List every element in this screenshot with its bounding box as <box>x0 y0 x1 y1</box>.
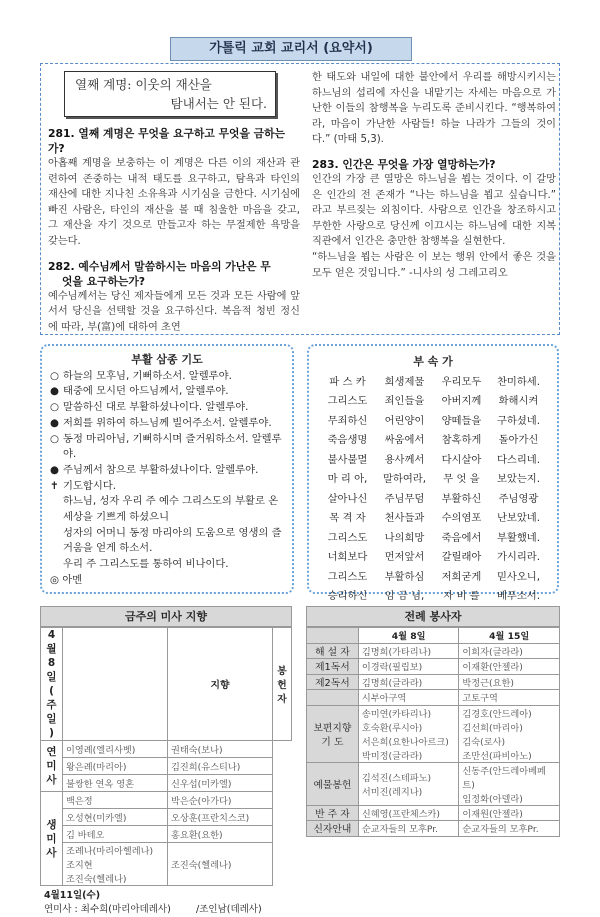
sequence-row <box>319 373 547 393</box>
mass-intentions-title: 금주의 미사 지향 <box>40 606 292 627</box>
sequence-phrase: 저희굳게 <box>441 570 482 583</box>
prayer-marker-0: ○ <box>50 369 59 382</box>
sequence-phrase: 양떼들을 <box>441 414 482 427</box>
sequence-phrase: 싸움에서 <box>384 434 425 446</box>
prayer-line <box>50 369 284 385</box>
intention-cell: 왕은례(마리아) <box>63 758 168 775</box>
giver-cell: 조진숙(헬레나) <box>168 843 273 886</box>
wednesday-row <box>44 903 292 917</box>
question-282-line-2: 엇을 요구하는가? <box>62 274 146 288</box>
quote-gregory: “하느님을 뵙는 사람은 이 보는 행위 안에서 좋은 것을 모두 얻은 것입니다.” -니사의 성 그레고리오 <box>312 251 556 279</box>
prayer-marker-4: ○ <box>50 432 59 445</box>
mass-header-blank <box>63 628 168 741</box>
sequence-phrase: 무 엇 을 <box>443 473 480 485</box>
server-role: 보편지향 기 도 <box>307 705 359 762</box>
answer-281: 아홉째 계명을 보충하는 이 계명은 다른 이의 재산과 관련하여 존중하는 내적 태도를 요구하고, 탐욕과 타인의 재산에 대한 지나친 소유욕과 시기심을 금한다. 시기심에 빠진 사람은, 타인의 재산을 볼 때 침울한 마음을 갖고, 그 재산을 자기 것으로 만들고자 하는 무절제한 욕망을 갖는다. <box>48 158 300 247</box>
intention-cell: 조례나(마리아헬레나) 조지현 조진숙(헬레나) <box>63 843 168 886</box>
sequence-phrase: 그리스도 <box>327 570 368 583</box>
sequence-row <box>319 529 547 549</box>
server-name-week2: 이희자(글라라) <box>459 643 560 659</box>
commandment-box <box>64 71 276 117</box>
sequence-row <box>319 490 547 510</box>
intention-cell: 백은정 <box>63 792 168 809</box>
sequence-row <box>319 548 547 568</box>
prayer-text-2: 말씀하신 대로 부활하셨나이다. 알렐루야. <box>63 401 249 414</box>
prayer-line <box>50 479 284 495</box>
server-name-week2: 이재원(안젤라) <box>459 805 560 821</box>
sequence-phrase: 그리스도 <box>327 531 368 544</box>
prayer-marker-1: ● <box>50 385 59 398</box>
prayer-lines <box>50 369 284 589</box>
server-name-week1: 순교자들의 모후Pr. <box>358 821 459 837</box>
server-role: 제1독서 <box>307 659 359 675</box>
sequence-phrase: 우리모두 <box>441 375 482 388</box>
sequence-phrase: 죽음생명 <box>327 434 368 446</box>
sequence-phrase: 승리하신 <box>327 590 368 602</box>
mass-intentions-section <box>40 606 292 917</box>
commandment-line-2: 탐내서는 안 된다. <box>170 96 267 111</box>
sequence-phrase: 그리스도 <box>327 395 368 407</box>
page-title: 가톨릭 교회 교리서 (요약서) <box>170 37 412 61</box>
prayer-marker-5: ● <box>50 463 59 476</box>
sequence-row <box>319 431 547 451</box>
table-row <box>307 674 560 690</box>
table-row <box>307 805 560 821</box>
sequence-phrase: 수의염포 <box>441 512 482 524</box>
mass-date: 4 월 8 일 ( 주 일 ) <box>46 629 57 739</box>
sequence-title: 부 속 가 <box>413 355 453 368</box>
table-row <box>307 821 560 837</box>
server-role: 제2독서 <box>307 674 359 690</box>
server-name-week1: 시부아구역 <box>358 690 459 706</box>
sequence-phrase: 살아나신 <box>327 492 368 505</box>
intention-cell: 이영례(엘리사벳) <box>63 741 168 758</box>
servers-col-1: 4월 8일 <box>358 628 459 644</box>
liturgy-servers-section <box>306 606 560 837</box>
sequence-phrase: 구하셨네. <box>496 414 541 427</box>
mass-kind-requiem: 연 미 사 <box>41 741 63 792</box>
mass-kind-living: 생 미 사 <box>41 792 63 886</box>
server-name-week1: 김명희(가타리나) <box>358 643 459 659</box>
intention-cell: 오성현(미카엘) <box>63 809 168 826</box>
server-name-week2: 순교자들의 모후Pr. <box>459 821 560 837</box>
giver-cell: 김진희(유스티나) <box>168 758 273 775</box>
sequence-phrase: 마 리 아, <box>327 473 368 485</box>
sequence-row <box>319 412 547 432</box>
wednesday-left: 연미사 : 최수희(마리아데레사) <box>44 904 171 915</box>
sequence-phrase: 난보았네. <box>496 512 541 524</box>
sequence-phrase: 나의희망 <box>384 531 425 544</box>
catechism-right-column <box>312 64 556 281</box>
servers-header-blank <box>307 628 359 644</box>
sequence-phrase: 희생제물 <box>384 375 425 388</box>
prayer-closing-2: 우리 주 그리스도를 통하여 비나이다. <box>63 558 229 571</box>
table-row <box>307 705 560 762</box>
table-row <box>307 762 560 805</box>
server-role: 반 주 자 <box>307 805 359 821</box>
prayer-marker-2: ○ <box>50 401 59 414</box>
sequence-phrase: 목 격 자 <box>329 512 366 524</box>
sequence-row <box>319 587 547 607</box>
prayer-closing-0: 하느님, 성자 우리 주 예수 그리스도의 부활로 온 세상을 기쁘게 하셨으니 <box>63 495 279 524</box>
mass-header-giver: 봉헌자 <box>273 628 292 741</box>
wednesday-mass <box>40 889 292 917</box>
prayer-marker-3: ● <box>50 416 59 429</box>
server-name-week1: 김석진(스테파노) 서미진(레지나) <box>358 762 459 805</box>
table-row <box>41 758 292 775</box>
giver-cell: 신우섭(미카엘) <box>168 775 273 792</box>
sequence-phrase: 아버지께 <box>441 395 482 407</box>
sequence-phrase: 믿사오니, <box>496 570 541 583</box>
sequence-phrase: 갈릴래아 <box>441 551 482 563</box>
sequence-row <box>319 392 547 412</box>
prayer-line <box>50 400 284 416</box>
table-row <box>41 843 292 886</box>
prayer-text-3: 저희를 위하여 하느님께 빌어주소서. 알렐루야. <box>63 416 272 429</box>
sequence-phrase: 찬미하세. <box>496 375 541 388</box>
giver-cell: 오상훈(프란치스코) <box>168 809 273 826</box>
intention-cell: 불쌍한 연옥 영혼 <box>63 775 168 792</box>
sequence-phrase: 참혹하게 <box>441 434 482 446</box>
sequence-row <box>319 568 547 588</box>
intention-cell: 김 바테오 <box>63 826 168 843</box>
table-row <box>41 775 292 792</box>
server-role: 예물봉헌 <box>307 762 359 805</box>
table-row <box>41 741 292 758</box>
sequence-phrase: 너희보다 <box>327 551 368 563</box>
sequence-phrase: 먼저앞서 <box>384 551 425 563</box>
mass-date-cell <box>41 628 63 741</box>
answer-283: 인간의 가장 큰 열망은 하느님을 뵙는 것이다. 이 갈망은 인간의 전 존재가 “나는 하느님을 뵙고 싶습니다.” 라고 부르짖는 외침이다. 사람으로 인간을 창조하시고 무한한 사랑으로 당신께 이끄시는 하느님에 대한 지복직관에서 인간은 충만한 참행복을 실현한다. <box>312 173 556 248</box>
server-name-week2: 고토구역 <box>459 690 560 706</box>
catechism-left-column <box>48 64 300 335</box>
commandment-line-1: 열째 계명: 이웃의 재산을 <box>75 77 212 92</box>
question-282-line-1: 282. 예수님께서 말씀하시는 마음의 가난은 무 <box>48 259 271 273</box>
prayer-text-5: 주님께서 참으로 부활하셨나이다. 알렐루야. <box>63 463 259 476</box>
server-name-week1: 신혜영(프란체스카) <box>358 805 459 821</box>
sequence-row <box>319 509 547 529</box>
table-row <box>41 792 292 809</box>
giver-cell: 박은순(아가다) <box>168 792 273 809</box>
question-281: 281. 열째 계명은 무엇을 요구하고 무엇을 금하는가? <box>48 127 285 155</box>
table-row <box>307 690 560 706</box>
sequence-phrase: 화해시켜 <box>498 395 539 407</box>
prayer-amen: ◎ 아멘 <box>50 573 83 586</box>
sequence-phrase: 가시리라. <box>496 551 541 563</box>
sequence-phrase: 부활하심 <box>384 570 425 583</box>
server-role: 해 설 자 <box>307 643 359 659</box>
giver-cell: 권태숙(보나) <box>168 741 273 758</box>
prayer-text-1: 태중에 모시던 아드님께서, 알렐루야. <box>63 385 229 398</box>
regina-caeli-box <box>40 344 294 594</box>
prayer-line <box>50 416 284 432</box>
sequence-phrase: 천사들과 <box>384 512 425 524</box>
question-283: 283. 인간은 무엇을 가장 열망하는가? <box>312 157 496 171</box>
server-name-week1: 이경락(필립보) <box>358 659 459 675</box>
wednesday-date: 4월11일(수) <box>44 890 101 901</box>
table-row <box>41 809 292 826</box>
server-role: 신자안내 <box>307 821 359 837</box>
server-name-week2: 신동주(안드레아베페트) 임정화(아델라) <box>459 762 560 805</box>
mass-header-intention: 지향 <box>168 628 273 741</box>
sequence-phrase: 부활했네. <box>496 531 541 544</box>
sequence-phrase: 돌아가신 <box>498 434 539 446</box>
prayer-line <box>50 384 284 400</box>
sequence-phrase: 임 금 님, <box>384 590 425 602</box>
sequence-box <box>307 344 559 602</box>
sequence-phrase: 다시살아 <box>441 453 482 466</box>
catechism-section <box>40 63 560 335</box>
server-name-week1: 김명희(글라라) <box>358 674 459 690</box>
sequence-phrase: 파 스 카 <box>329 375 366 388</box>
sequence-phrase: 베푸소서. <box>496 590 541 602</box>
sequence-phrase: 주님무덤 <box>384 492 425 505</box>
sequence-phrase: 보았는지. <box>496 473 541 485</box>
giver-cell: 홍요환(요한) <box>168 826 273 843</box>
question-282 <box>48 259 300 289</box>
prayer-line <box>50 432 284 463</box>
sequence-rows <box>319 373 547 607</box>
table-row <box>307 643 560 659</box>
prayer-closing-1: 성자의 어머니 동정 마리아의 도움으로 영생의 즐거움을 얻게 하소서. <box>63 526 282 555</box>
prayer-text-0: 하늘의 모후님, 기뻐하소서. 알렐루야. <box>63 369 232 382</box>
sequence-phrase: 불사불멸 <box>327 453 368 466</box>
server-name-week2: 이재환(안젤라) <box>459 659 560 675</box>
mass-intentions-table <box>40 627 292 886</box>
prayer-text-4: 동정 마리아님, 기뻐하시며 즐거워하소서. 알렐루야. <box>63 432 282 461</box>
sequence-phrase: 부활하신 <box>441 492 482 505</box>
sequence-phrase: 무죄하신 <box>327 414 368 427</box>
wednesday-right: /조인남(데레사) <box>196 904 262 915</box>
sequence-row <box>319 470 547 490</box>
sequence-phrase: 용사께서 <box>384 453 425 466</box>
server-name-week2: 박정근(요한) <box>459 674 560 690</box>
server-role <box>307 690 359 706</box>
server-name-week1: 송미연(카타리나) 호숙환(루시아) 서은희(요한나아르크) 박미정(글라라) <box>358 705 459 762</box>
servers-col-2: 4월 15일 <box>459 628 560 644</box>
sequence-phrase: 죄인들을 <box>384 395 425 407</box>
prayer-title: 부활 삼종 기도 <box>131 353 203 366</box>
prayer-line <box>50 463 284 479</box>
sequence-phrase: 자 비 를 <box>443 590 480 602</box>
sequence-phrase: 어린양이 <box>384 414 425 427</box>
servers-title: 전례 봉사자 <box>306 606 560 627</box>
answer-282-continued: 한 태도와 내일에 대한 불안에서 우리를 해방시키시는 하느님의 섭리에 자신을 내맡기는 자세는 마음으로 가난한 이들의 참행복을 누리도록 준비시킨다. “행복하여라, 마음이 가난한 사람들! 하늘 나라가 그들의 것이다.” (마태 5,3). <box>312 72 556 146</box>
sequence-phrase: 죽음에서 <box>441 531 482 544</box>
sequence-phrase: 말하여라, <box>382 473 427 485</box>
sequence-row <box>319 451 547 471</box>
server-name-week2: 김경호(안드레아) 김선희(마리아) 김숙(로사) 조만선(파비아노) <box>459 705 560 762</box>
cross-icon: ✝ <box>50 479 59 492</box>
answer-282: 예수님께서는 당신 제자들에게 모든 것과 모든 사람에 앞서서 당신을 선택할 것을 요구하신다. 복음적 청빈 정신에 따라, 부(富)에 대하여 초연 <box>48 290 300 333</box>
table-row <box>307 659 560 675</box>
sequence-phrase: 주님영광 <box>498 492 539 505</box>
sequence-phrase: 다스리네. <box>496 453 541 466</box>
table-row <box>41 826 292 843</box>
servers-table <box>306 627 560 837</box>
prayer-text-6: 기도합시다. <box>63 479 117 492</box>
